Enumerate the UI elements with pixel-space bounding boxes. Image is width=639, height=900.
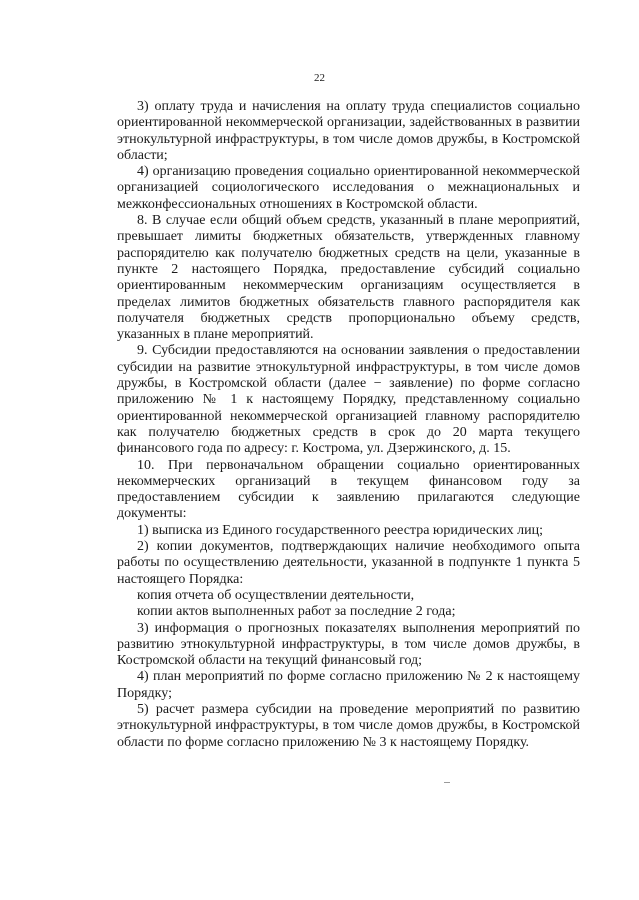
document-list-item-1: 1) выписка из Единого государственного реестра юридических лиц; <box>137 522 543 538</box>
document-sub-item-acts: копии актов выполненных работ за последние 2 года; <box>137 604 456 620</box>
document-list-item-3: 3) информация о прогнозных показателях выполнения мероприятий по развитию этнокультурной инфраструктуры, в том числе домов дружбы, в Костромской области на текущий финансовый год; <box>117 620 580 669</box>
paragraph-item-3: 3) оплату труда и начисления на оплату труда специалистов социально ориентированной некоммерческой организации, задействованных в развитии этнокультурной инфраструктуры, в том числе домов дружбы, в Костромской области; <box>117 99 580 163</box>
scan-speck <box>444 782 450 783</box>
page-number: 22 <box>314 72 325 84</box>
document-sub-item-report: копия отчета об осуществлении деятельности, <box>137 587 415 603</box>
paragraph-point-8: 8. В случае если общий объем средств, указанный в плане мероприятий, превышает лимиты бюджетных обязательств, утвержденных главному распорядителю как получателю бюджетных средств на цели, указанные в пункте 2 настоящего Порядка, предоставление субсидий социально ориентированным некоммерческим организациям осуществляется в пределах лимитов бюджетных обязательств главного распорядителя как получателя бюджетных средств пропорционально объему средств, указанных в плане мероприятий. <box>117 213 580 343</box>
paragraph-point-10: 10. При первоначальном обращении социально ориентированных некоммерческих организаций в текущем финансовом году за предоставлением субсидии к заявлению прилагаются следующие документы: <box>117 457 580 522</box>
paragraph-item-4: 4) организацию проведения социально ориентированной некоммерческой организацией социологического исследования о межнациональных и межконфессиональных отношениях в Костромской области. <box>117 164 580 212</box>
document-list-item-5: 5) расчет размера субсидии на проведение мероприятий по развитию этнокультурной инфраструктуры, в том числе домов дружбы, в Костромской области по форме согласно приложению № 3 к настоящему Порядку. <box>117 701 580 750</box>
paragraph-point-9: 9. Субсидии предоставляются на основании заявления о предоставлении субсидии на развитие этнокультурной инфраструктуры, в том числе домов дружбы, в Костромской области (далее − заявление) по форме согласно приложению № 1 к настоящему Порядку, представленному социально ориентированной некоммерческой организацией главному распорядителю как получателю бюджетных средств в срок до 20 марта текущего финансового года по адресу: г. Кострома, ул. Дзержинского, д. 15. <box>117 343 580 457</box>
document-list-item-4: 4) план мероприятий по форме согласно приложению № 2 к настоящему Порядку; <box>117 669 580 701</box>
document-body <box>117 99 580 751</box>
document-list-item-2: 2) копии документов, подтверждающих наличие необходимого опыта работы по осуществлению деятельности, указанной в подпункте 1 пункта 5 настоящего Порядка: <box>117 539 580 587</box>
